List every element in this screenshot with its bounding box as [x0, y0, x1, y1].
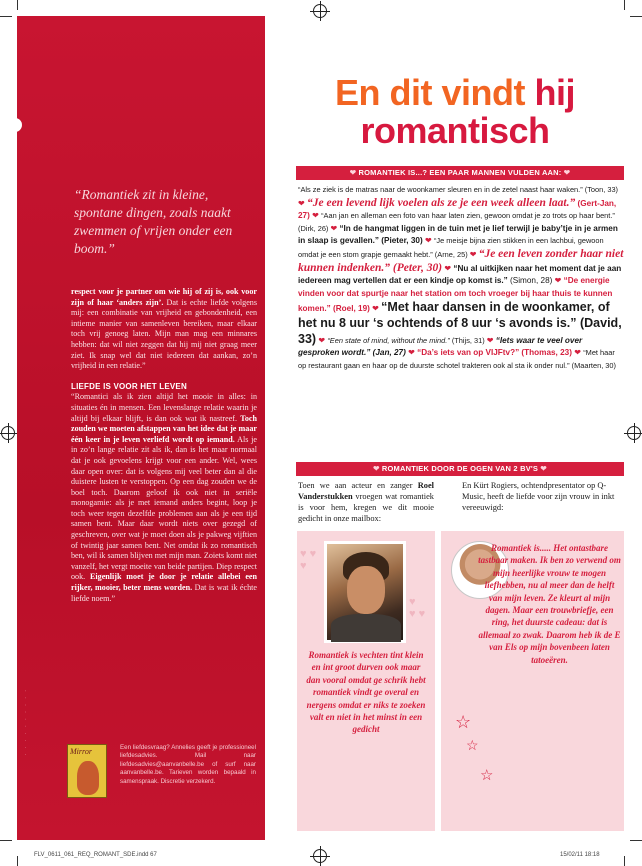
bv-intro-right: En Kürt Rogiers, ochtendpresentator op Q-Music, heeft de liefde voor zijn vrouw in inkt vereeuwigd: — [462, 481, 615, 512]
paragraph-text: Dat is wat ik échte liefde noem.” — [71, 583, 257, 603]
star-icon: ☆ — [455, 712, 472, 732]
poem-left: Romantiek is vechten tint klein en int groot durven ook maar dan vooral omdat ge schrik hebt romantiek vindt ge overal en nergens omdat er niks te zoeken valt en niet in het minst in een gedicht — [306, 650, 426, 735]
quote-text: “Aan jan en alleman een foto van haar laten zien, gewoon omdat je zo trots op haar bent.” — [321, 211, 615, 221]
vertical-decor-strip: · · · · · · · · · · — [22, 690, 28, 758]
registration-mark-right — [627, 426, 641, 440]
quote-italic: “Een state of mind, without the mind.” — [327, 335, 450, 345]
crop-mark — [17, 856, 18, 866]
advice-text: Een liefdesvraag? Annelies geeft je professioneel liefdesadvies. Mail naar liefdesadvies@aanvanbelle.be of surf naar aanvanbelle.be. Tarieven worden bepaald in samenspraak. Discretie verzekerd. — [120, 744, 256, 785]
heart-icon: ❤ — [318, 335, 326, 345]
quote-red: “De energie vinden voor dat spurtje naar het station om toch vroeger bij haar thuis te kunnen komen.” — [298, 276, 613, 314]
title-text-line2: romantisch — [360, 110, 550, 151]
portrait-photo-roel — [324, 541, 406, 643]
registration-mark-bottom — [313, 849, 327, 863]
paragraph-text: Als je in zo’n lange relatie zit als ik, dan is het maar normaal dat je ook gevoelens krijgt voor een ander. Wel, wees daar open over: dat is volgens mij veel beter dan al die duistere lusten te verstoppen. Op een dag zouden we de boel toch. Daarom geloof ik ook niet in seriële monogamie: als je met iemand anders begint, loop je toch weer tegen dezelfde problemen aan als je een tijd samen bent. Maar daar wordt niets over gezegd of geschreven, over wat je moet doen als je pakweg vijftien of twintig jaar samen bent. Net omdat ik zo romantisch ben, wil ik samen blijven met mijn man. Zoiets komt niet vanzelf, het vergt moeite van beide partijen. Diep respect ook. — [71, 434, 257, 582]
quote-author: (Roel, 19) — [330, 304, 373, 314]
quote-highlight: “Je een levend lijk voelen als ze je een week alleen laat.” — [306, 196, 576, 209]
heart-icon: ❤ — [554, 276, 562, 286]
heart-icon: ❤ — [330, 223, 338, 233]
heart-icon: ❤ — [372, 304, 379, 314]
crop-mark — [0, 840, 12, 841]
title-text: En dit vindt — [335, 72, 535, 113]
heart-icon: ❤ — [312, 211, 319, 221]
quote-author: (Toon, 33) — [582, 185, 619, 194]
book-title: Mirror — [70, 747, 92, 756]
left-body-text — [71, 287, 257, 614]
book-cover-image — [67, 744, 107, 798]
quote-author: (Arne, 25) — [432, 249, 470, 259]
quote-text: “Als ze ziek is de matras naar de woonkamer sleuren en in de zetel naast haar waken.” — [298, 185, 583, 194]
quote-red: “Da’s iets van op VIJFtv?” (Thomas, 23) — [417, 348, 572, 358]
bv-intro-left — [298, 480, 434, 524]
quote-bold: “In de hangmat liggen in de tuin met je lief terwijl je baby’tje in je armen in slaap is gevallen.” — [298, 223, 618, 246]
title-highlight: hij — [534, 72, 575, 113]
crop-mark — [630, 840, 642, 841]
quote-author: (Pieter, 30) — [379, 236, 425, 246]
star-icon: ☆ — [466, 737, 479, 753]
paragraph-bold: Toch zouden we moeten afstappen van het idee dat je maar één keer in je leven verliefd wordt op iemand. — [71, 413, 257, 444]
photo-shirt — [331, 614, 401, 642]
section-bar-2-label: ROMANTIEK DOOR DE OGEN VAN 2 BV'S — [381, 464, 539, 473]
heart-icon: ❤ — [298, 198, 305, 208]
paragraph-text: “Romantici als ik zien altijd het mooie in alles: in situaties én in mensen. Een levenslange relatie waarin je altijd bij elkaar blijft, is dan ook wat ik nastreef. — [71, 392, 257, 423]
intro-text: Toen we aan acteur en zanger — [298, 481, 418, 490]
heart-icon: ❤ — [408, 348, 415, 358]
quote-text: “Met haar op restaurant gaan en haar op de duurste schotel trakteren ook al sta ik onder nul.” — [298, 348, 615, 370]
registration-mark-top — [313, 4, 327, 18]
section-bar-1 — [296, 166, 624, 180]
heart-icon: ❤ — [349, 168, 357, 177]
quote-text: “Je meisje bijna zien stikken in een lachbui, gewoon omdat je een stom grapje gemaakt hebt.” — [298, 236, 604, 259]
quote-author: (Simon, 28) — [507, 276, 555, 286]
section-bar-1-label: ROMANTIEK IS...? EEN PAAR MANNEN VULDEN AAN: — [358, 168, 562, 177]
crop-mark — [0, 16, 12, 17]
intro-name: Roel Vanderstukken — [298, 481, 434, 501]
quote-author: (Dirk, 26) — [298, 223, 331, 233]
quote-author: (Gert-Jan, 27) — [298, 198, 617, 221]
heart-icon: ❤ — [486, 335, 494, 345]
book-figure — [77, 761, 99, 795]
file-info: FLV_0611_061_REQ_ROMANT_SDE.indd 67 — [34, 852, 157, 858]
section-subhead: LIEFDE IS VOOR HET LEVEN — [71, 381, 187, 391]
crop-mark — [630, 16, 642, 17]
quote-bold: “Nu al uitkijken naar het moment dat je aan iedereen mag vertellen dat er een kindje op komst is.” — [298, 263, 622, 286]
heart-icon: ❤ — [469, 249, 477, 259]
heart-decor-icon: ♥ ♥ ♥ — [409, 596, 426, 620]
heart-icon: ❤ — [563, 168, 571, 177]
quote-bold-italic: “Iets waar te veel over gesproken wordt.” (Jan, 27) — [298, 335, 583, 358]
quote-author: (Maarten, 30) — [569, 360, 616, 370]
quote-large: “Met haar dansen in de woonkamer, of het nu 8 uur ‘s ochtends of 8 uur ‘s avonds is.” (David, 33) — [298, 300, 622, 346]
heart-decor-icon: ♥ ♥ ♥ — [300, 548, 317, 572]
section-bar-2 — [296, 462, 624, 476]
registration-mark-left — [1, 426, 15, 440]
heart-icon: ❤ — [373, 464, 380, 473]
star-icon: ☆ — [480, 767, 494, 784]
print-date: 15/02/11 18:18 — [560, 852, 600, 858]
pull-quote: “Romantiek zit in kleine, spontane dingen, zoals naakt zwemmen of vrijen onder een boom.” — [74, 187, 233, 256]
quotes-block — [298, 184, 624, 372]
crop-mark — [624, 0, 625, 10]
photo-face — [347, 566, 385, 614]
page-title — [285, 74, 625, 150]
intro-rest: Dat is echte liefde volgens mij: een combinatie van vrijheid en gebondenheid, een intieme manier van samenleven bereiken, maar elkaar toch vrij genoeg laten. Mijn man mag een minnares hebben: dat wil niet zeggen dat hij mij niet graag meer ziet. Ik snap wel dat niet iedereen dat aankan, zo’n vrijheid in een relatie.” — [71, 297, 257, 371]
poem-right: Romantiek is..... Het ontastbare tastbaar maken. Ik ben zo verwend om mijn heerlijke vrouw te mogen liefhebben, nu al meer dan de helft van mijn leven. Ze kleurt al mijn dagen. Maar een trouwbriefje, een ring, het duurste cadeau: dat is allemaal zo zwak. Daarom heb ik de E van Els op mijn bovenbeen laten tatoeëren. — [478, 543, 621, 665]
crop-mark — [624, 856, 625, 866]
intro-text: vroegen wat romantiek is voor hem, kregen we dit mooie gedicht in onze mailbox: — [298, 492, 434, 523]
heart-icon: ❤ — [540, 464, 547, 473]
quote-author: (Thijs, 31) — [449, 335, 487, 345]
quote-highlight: “Je een leven zonder haar niet kunnen indenken.” (Peter, 30) — [298, 247, 624, 274]
crop-mark — [17, 0, 18, 10]
heart-icon: ❤ — [424, 236, 432, 246]
paragraph-bold: Eigenlijk moet je door je relatie allebei een rijker, mooier, beter mens worden. — [71, 572, 258, 593]
intro-bold: respect voor je partner om wie hij of zij is, ook voor zijn of haar ‘anders zijn’. — [71, 287, 257, 307]
heart-icon: ❤ — [444, 263, 452, 273]
heart-icon: ❤ — [574, 348, 581, 358]
